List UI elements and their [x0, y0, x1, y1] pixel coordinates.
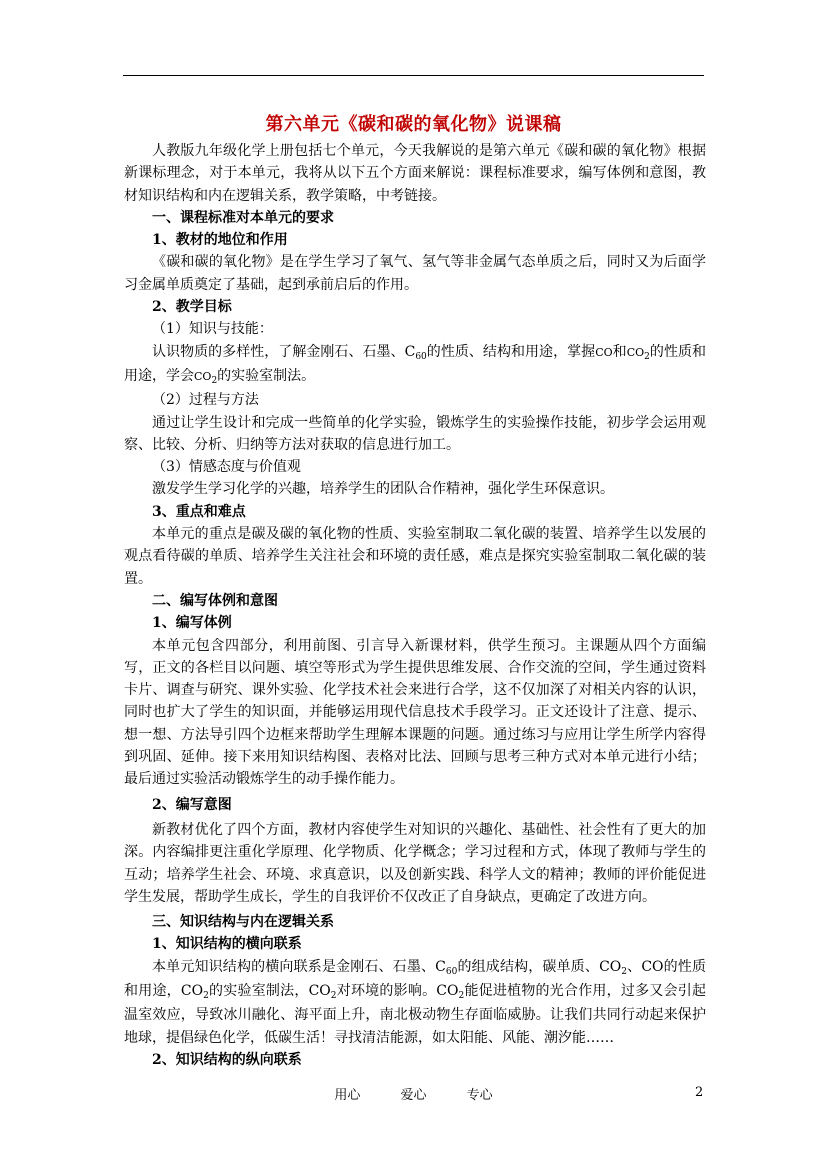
section1-sub1-heading: 1、教材的地位和作用 — [152, 232, 288, 249]
page-number: 2 — [695, 1085, 704, 1100]
goal2-text: 通过让学生设计和完成一些简单的化学实验，锻炼学生的实验操作技能，初步学会运用观察、比较、分析、归纳等方法对获取的信息进行加工。 — [124, 414, 706, 453]
section2-sub2-text: 新教材优化了四个方面，教材内容使学生对知识的兴趣化、基础性、社会性有了更大的加深。内容编排更注重化学原理、化学物质、化学概念；学习过程和方式，体现了教师与学生的互动；培养学生社会、环境、求真意识，以及创新实践、科学人文的精神；教师的评价能促进学生发展，帮助学生成长，学生的自我评价不仅改正了自身缺点，更确定了改进方向。 — [124, 821, 706, 905]
footer-word-3: 专心 — [466, 1088, 493, 1103]
section3-sub2-heading: 2、知识结构的纵向联系 — [152, 1051, 302, 1068]
goal3-label: （3）情感态度与价值观 — [152, 459, 301, 476]
section3-sub1-text: 本单元知识结构的横向联系是金刚石、石墨、$C_{60}$的组成结构，碳单质、$CO_2$、CO的性质和用途，$CO_2$的实验室制法，$CO_2$对环境的影响。$CO_2$能促进植物的光合作用，过多又会引起温室效应，导致冰川融化、海平面上升，南北极动物生存面临威胁。让我们共同行动起来保护地球，提倡绿色化学，低碳生活！寻找清洁能源，如太阳能、风能、潮汐能…… — [124, 958, 706, 1046]
footer-word-1: 用心 — [334, 1088, 361, 1103]
section1-sub1-text: 《碳和碳的氧化物》是在学生学习了氧气、氢气等非金属气态单质之后，同时又为后面学习金属单质奠定了基础，起到承前启后的作用。 — [124, 254, 706, 293]
header-rule — [123, 75, 704, 76]
document-body — [124, 140, 706, 1071]
section3-heading: 三、知识结构与内在逻辑关系 — [152, 914, 334, 931]
goal3-text: 激发学生学习化学的兴趣，培养学生的团队合作精神，强化学生环保意识。 — [152, 481, 614, 498]
intro-paragraph: 人教版九年级化学上册包括七个单元，今天我解说的是第六单元《碳和碳的氧化物》根据新课标理念，对于本单元，我将从以下五个方面来解说：课程标准要求，编写体例和意图，教材知识结构和内在逻辑关系，教学策略，中考链接。 — [124, 143, 706, 204]
page-title: 第六单元《碳和碳的氧化物》说课稿 — [265, 114, 562, 135]
section3-sub1-heading: 1、知识结构的横向联系 — [152, 936, 302, 953]
section2-sub1-heading: 1、编写体例 — [152, 615, 232, 632]
section1-heading: 一、课程标准对本单元的要求 — [152, 209, 334, 226]
goal1-label: （1）知识与技能： — [152, 321, 273, 338]
section1-sub3-heading: 3、重点和难点 — [152, 503, 246, 520]
goal2-label: （2）过程与方法 — [152, 392, 259, 409]
section2-sub2-heading: 2、编写意图 — [152, 796, 232, 813]
goal1-text: 认识物质的多样性，了解金刚石、石墨、$C_{60}$的性质、结构和用途，掌握CO和$CO_2$的性质和用途，学会$CO_2$的实验室制法。 — [124, 343, 707, 386]
section2-heading: 二、编写体例和意图 — [152, 592, 278, 609]
section2-sub1-text: 本单元包含四部分，利用前图、引言导入新课材料，供学生预习。主课题从四个方面编写，正文的各栏目以问题、填空等形式为学生提供思维发展、合作交流的空间，学生通过资料卡片、调查与研究、课外实验、化学技术社会来进行合学，这不仅加深了对相关内容的认识，同时也扩大了学生的知识面，并能够运用现代信息技术手段学习。正文还设计了注意、提示、想一想、方法导引四个边框来帮助学生理解本课题的问题。通过练习与应用让学生所学内容得到巩固、延伸。接下来用知识结构图、表格对比法、回顾与思考三种方式对本单元进行小结；最后通过实验活动锻炼学生的动手操作能力。 — [124, 637, 706, 788]
section1-sub3-text: 本单元的重点是碳及碳的氧化物的性质、实验室制取二氧化碳的装置、培养学生以发展的观点看待碳的单质、培养学生关注社会和环境的责任感，难点是探究实验室制取二氧化碳的装置。 — [124, 526, 706, 587]
section1-sub2-heading: 2、教学目标 — [152, 299, 232, 316]
footer-word-2: 爱心 — [400, 1088, 427, 1103]
